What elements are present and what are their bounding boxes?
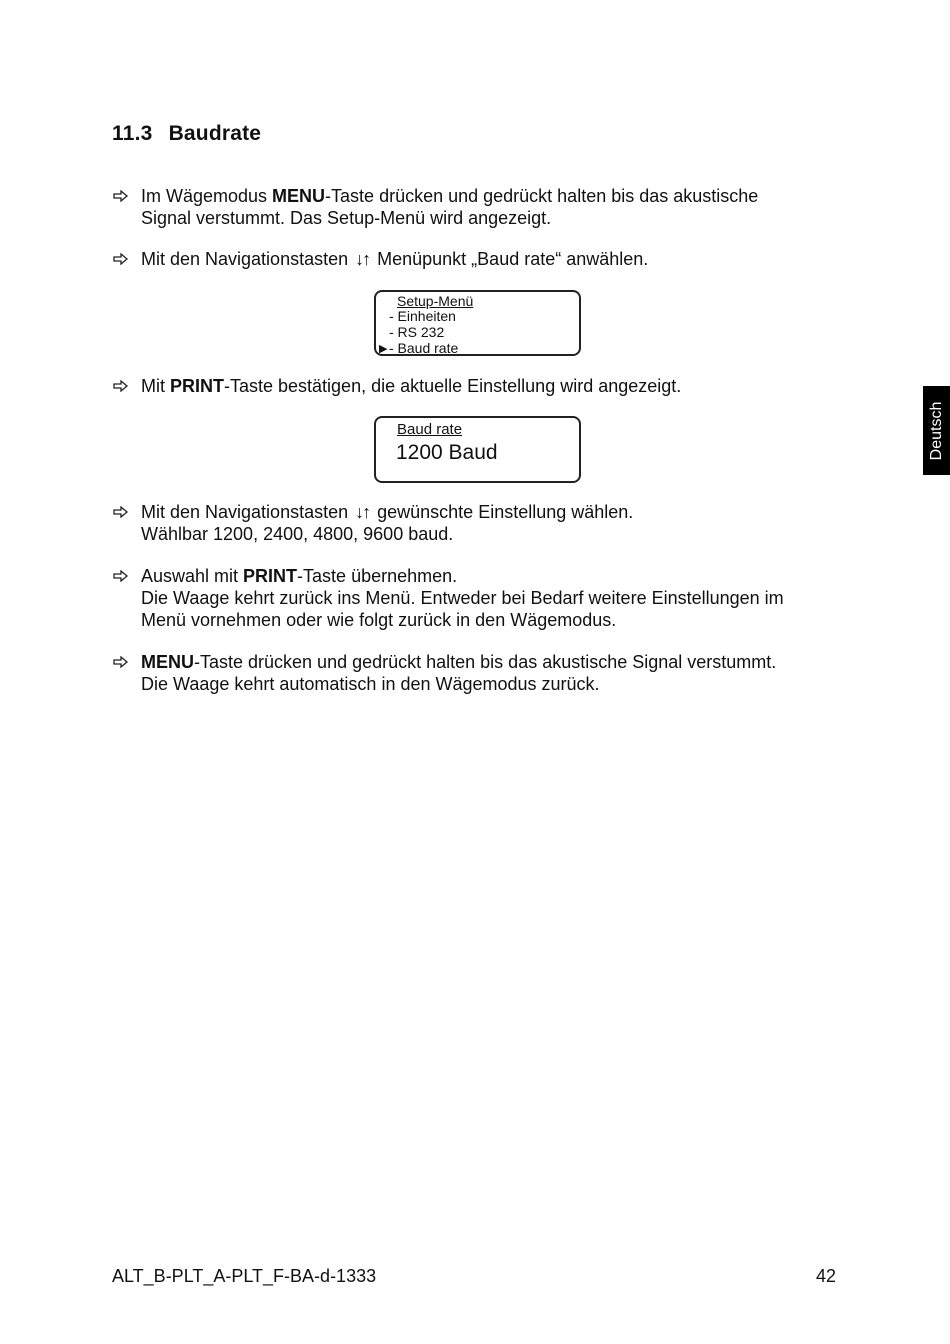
step-line: Im Wägemodus MENU-Taste drücken und gedrückt halten bis das akustische <box>141 186 759 206</box>
section-title: Baudrate <box>168 122 262 145</box>
hollow-right-arrow-icon <box>112 375 132 397</box>
up-down-arrows-icon: ↓↑ <box>355 249 370 269</box>
step-line: Auswahl mit PRINT-Taste übernehmen. <box>141 566 458 586</box>
up-down-arrows-icon: ↓↑ <box>355 502 370 522</box>
lcd-value: 1200 Baud <box>396 441 498 464</box>
step-line: Menü vornehmen oder wie folgt zurück in den Wägemodus. <box>141 610 617 630</box>
cursor-triangle-icon: ▶ <box>379 343 388 355</box>
step-line: MENU-Taste drücken und gedrückt halten bis das akustische Signal verstummt. <box>141 652 777 672</box>
section-number: 11.3 <box>112 122 153 145</box>
language-side-tab <box>923 386 950 475</box>
lcd-title: Baud rate <box>397 421 463 438</box>
lcd-baud-rate-display <box>374 416 581 483</box>
instruction-step <box>112 565 842 631</box>
section-heading <box>112 122 261 146</box>
instruction-step <box>112 375 842 397</box>
step-line: Mit den Navigationstasten ↓↑ Menüpunkt „Baud rate“ anwählen. <box>141 249 649 269</box>
step-line: Signal verstummt. Das Setup-Menü wird angezeigt. <box>141 208 552 228</box>
lcd-menu-item-selected: - Baud rate <box>389 340 459 356</box>
lcd-setup-menu-display <box>374 290 581 356</box>
lcd-menu-item: - Einheiten <box>389 308 456 324</box>
step-line: Die Waage kehrt zurück ins Menü. Entweder bei Bedarf weitere Einstellungen im <box>141 588 784 608</box>
instruction-step <box>112 185 842 229</box>
footer-page-number: 42 <box>816 1266 837 1286</box>
hollow-right-arrow-icon <box>112 185 132 207</box>
hollow-right-arrow-icon <box>112 248 132 270</box>
hollow-right-arrow-icon <box>112 565 132 587</box>
hollow-right-arrow-icon <box>112 501 132 523</box>
step-line: Mit PRINT-Taste bestätigen, die aktuelle Einstellung wird angezeigt. <box>141 376 682 396</box>
step-line: Wählbar 1200, 2400, 4800, 9600 baud. <box>141 524 454 544</box>
footer-document-id: ALT_B-PLT_A-PLT_F-BA-d-1333 <box>112 1266 377 1286</box>
language-label: Deutsch <box>927 401 945 460</box>
instruction-step <box>112 651 842 695</box>
hollow-right-arrow-icon <box>112 651 132 673</box>
lcd-menu-item: - RS 232 <box>389 324 445 340</box>
instruction-step <box>112 501 842 545</box>
step-line: Die Waage kehrt automatisch in den Wägemodus zurück. <box>141 674 600 694</box>
instruction-step <box>112 248 842 270</box>
lcd-title: Setup-Menü <box>397 293 474 309</box>
step-line: Mit den Navigationstasten ↓↑ gewünschte Einstellung wählen. <box>141 502 634 522</box>
